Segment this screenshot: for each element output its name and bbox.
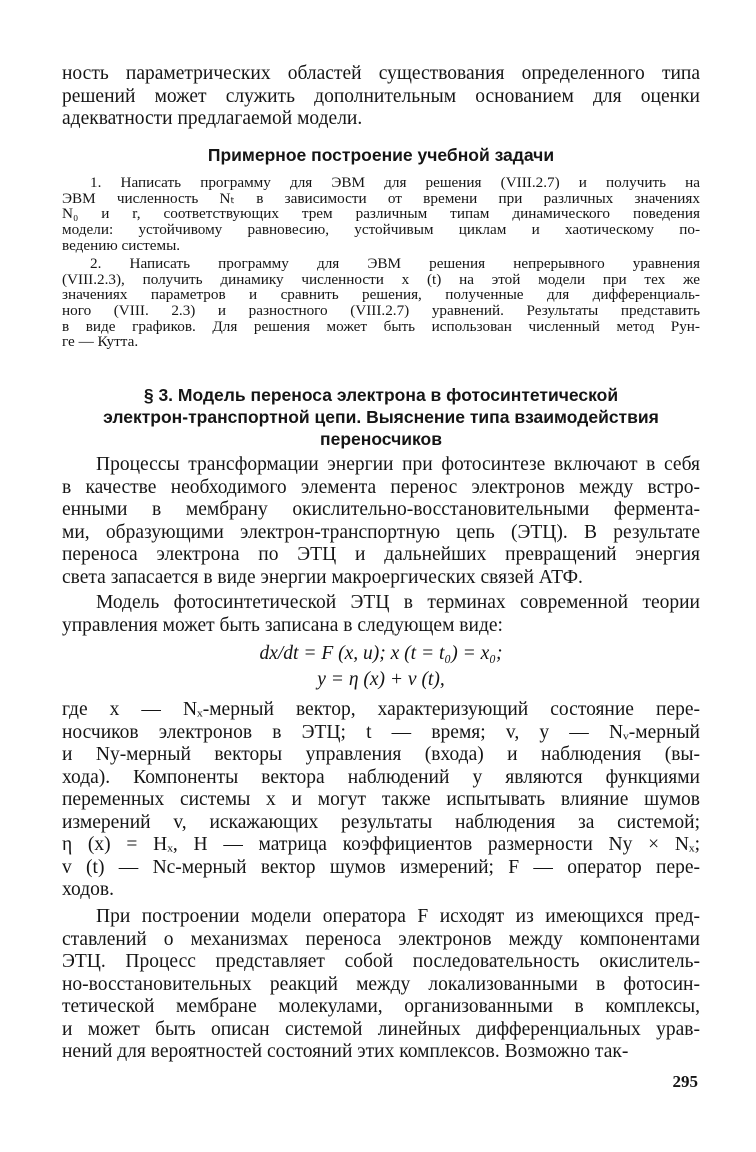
text-line: носчиков электронов в ЭТЦ; t — время; v, y — Nᵥ-мерный: [62, 721, 700, 743]
text-line: значениях параметров и сравнить решения, полученные для дифференциаль-: [62, 287, 700, 304]
text-line: в виде графиков. Для решения может быть использован численный метод Рун-: [62, 318, 700, 335]
exercise-item-2: [62, 256, 700, 350]
text-line: v (t) — Nc-мерный вектор шумов измерений; F — оператор пере-: [62, 856, 700, 878]
text-line: ЭТЦ. Процесс представляет собой последовательность окислитель-: [62, 951, 700, 972]
text-line: и Ny-мерный векторы управления (входа) и наблюдения (вы-: [62, 744, 700, 765]
text-line: (VIII.2.3), получить динамику численности x (t) на этой модели при тех же: [62, 271, 700, 288]
text-line: но-восстановительных реакций между локализованными в фотосин-: [62, 973, 700, 995]
text-line: света запасается в виде энергии макроергических связей АТФ.: [62, 566, 583, 588]
text-line: тетической мембране молекулами, организованными в комплексы,: [62, 996, 700, 1017]
text-line: 2. Написать программу для ЭВМ решения непрерывного уравнения: [90, 256, 700, 272]
text-line: управления может быть записана в следующем виде:: [62, 614, 503, 636]
text-line: Примерное построение учебной задачи: [207, 145, 555, 165]
text-line: ставлений о механизмах переноса электронов между компонентами: [62, 928, 700, 950]
text-line: § 3. Модель переноса электрона в фотосинтетической: [143, 385, 619, 405]
intro-paragraph: [62, 63, 700, 131]
paragraph-3: [62, 699, 700, 902]
text-line: 1. Написать программу для ЭВМ для решения (VIII.2.7) и получить на: [90, 175, 700, 191]
text-line: При построении модели оператора F исходят из имеющихся пред-: [96, 906, 700, 927]
text-line: адекватности предлагаемой модели.: [62, 108, 363, 129]
text-line: ге — Кутта.: [62, 334, 139, 351]
text-line: нений для вероятностей состояний этих комплексов. Возможно так-: [62, 1041, 629, 1062]
text-line: и может быть описан системой линейных дифференциальных урав-: [62, 1018, 700, 1040]
exercise-heading: [62, 144, 700, 166]
paragraph-1: [62, 454, 700, 589]
text-line: ми, образующими электрон-транспортную цепь (ЭТЦ). В результате: [62, 521, 700, 543]
text-line: Процессы трансформации энергии при фотосинтезе включают в себя: [96, 454, 700, 475]
text-line: модели: устойчивому равновесию, устойчивым циклам и хаотическому по-: [62, 222, 700, 238]
text-line: решений может служить дополнительным основанием для оценки: [62, 85, 700, 107]
text-line: измерений v, искажающих результаты наблюдения за системой;: [62, 811, 700, 833]
text-line: енными в мембрану окислительно-восстановительными фермента-: [62, 499, 700, 520]
paragraph-4: [62, 906, 700, 1064]
text-line: в качестве необходимого элемента перенос электронов между встро-: [62, 476, 700, 498]
text-line: хода). Компоненты вектора наблюдений y являются функциями: [62, 766, 700, 788]
equation-state: dx/dt = F (x, u); x (t = t₀) = x₀;: [259, 643, 503, 664]
text-line: ведению системы.: [62, 237, 181, 254]
exercise-item-1: [62, 175, 700, 253]
paragraph-2: [62, 592, 700, 637]
text-line: где x — Nₓ-мерный вектор, характеризующий состояние пере-: [62, 699, 700, 720]
text-line: переноса электрона по ЭТЦ и дальнейших превращений энергия: [62, 544, 700, 565]
text-line: ЭВМ численность Nₜ в зависимости от времени при различных значениях: [62, 190, 700, 207]
text-line: электрон-транспортной цепи. Выяснение типа взаимодействия: [103, 407, 659, 427]
text-line: ходов.: [62, 879, 114, 900]
section-heading: [62, 384, 700, 450]
text-line: ность параметрических областей существования определенного типа: [62, 63, 700, 84]
text-line: η (x) = Hₓ, H — матрица коэффициентов размерности Ny × Nₓ;: [62, 834, 700, 855]
text-line: ного (VIII. 2.3) и разностного (VIII.2.7) уравнений. Результаты представить: [62, 303, 700, 319]
text-line: переносчиков: [320, 429, 442, 449]
text-line: переменных системы x и могут также испытывать влияние шумов: [62, 789, 700, 810]
text-line: N₀ и r, соответствующих трем различным типам динамического поведения: [62, 206, 700, 223]
text-line: Модель фотосинтетической ЭТЦ в терминах современной теории: [96, 592, 700, 613]
equation-observation: y = η (x) + v (t),: [317, 669, 445, 690]
page-number: 295: [672, 1072, 698, 1091]
